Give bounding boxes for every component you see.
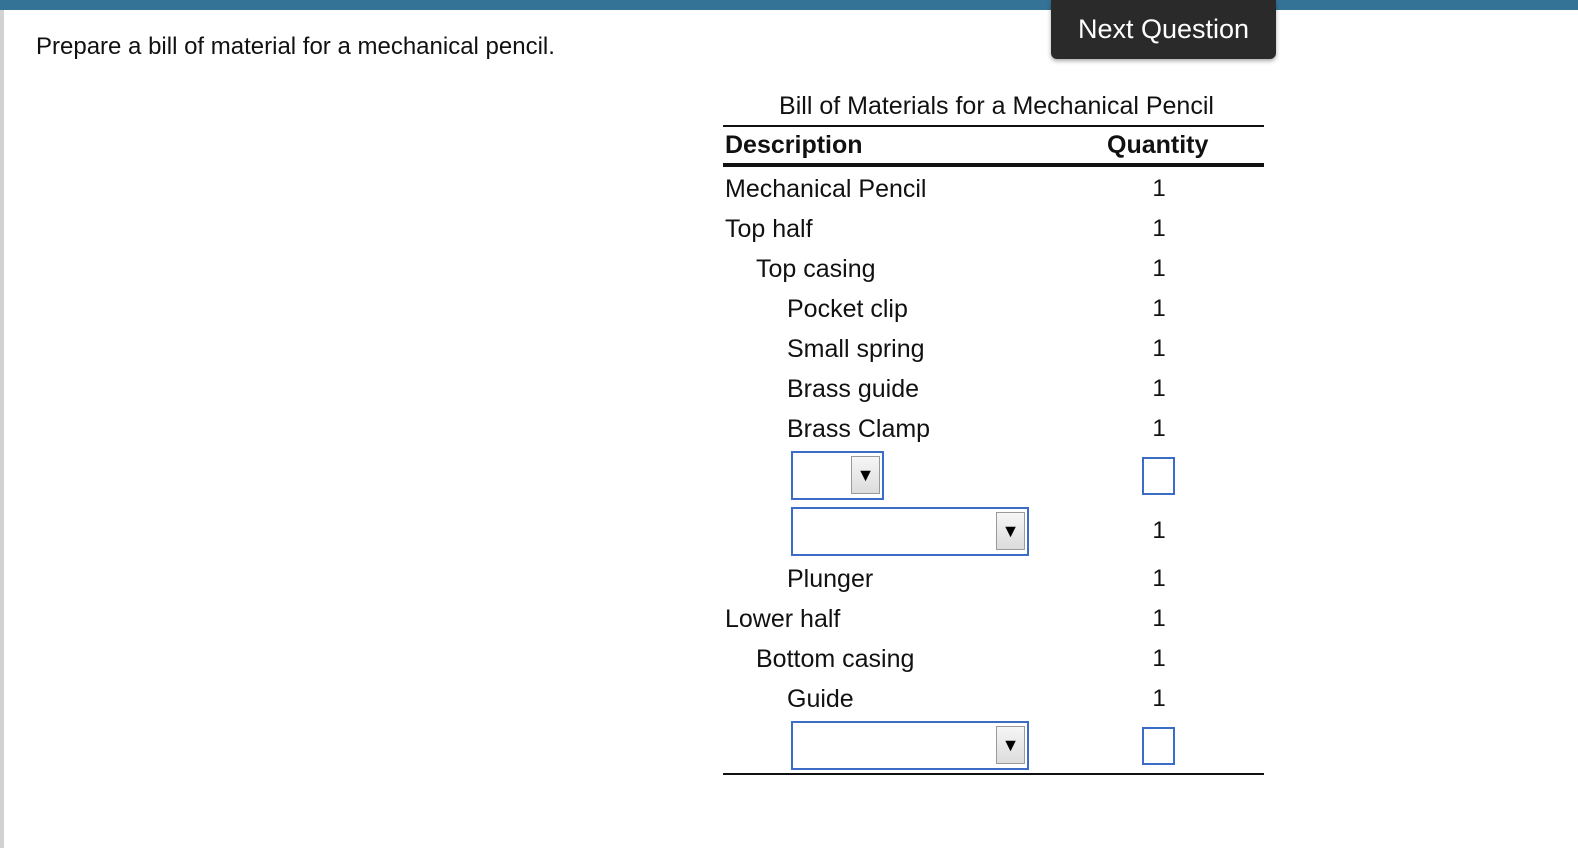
bill-of-materials-table — [723, 88, 1264, 775]
table-title: Bill of Materials for a Mechanical Pencil — [779, 92, 1214, 120]
row-quantity: 1 — [1152, 605, 1166, 632]
row-quantity: 1 — [1152, 415, 1166, 442]
table-row-answer-2 — [723, 507, 1264, 559]
row-description: Plunger — [787, 565, 874, 593]
row-description: Bottom casing — [756, 645, 915, 673]
row-description: Mechanical Pencil — [725, 175, 927, 203]
description-select-1[interactable] — [791, 451, 884, 500]
row-description: Lower half — [725, 605, 841, 633]
row-quantity: 1 — [1152, 685, 1166, 712]
quantity-input-3[interactable] — [1142, 727, 1175, 765]
row-quantity: 1 — [1152, 255, 1166, 282]
row-description: Guide — [787, 685, 854, 713]
row-quantity: 1 — [1152, 215, 1166, 242]
dropdown-triangle-icon[interactable]: ▼ — [996, 726, 1025, 764]
row-quantity: 1 — [1152, 295, 1166, 322]
quantity-input-1[interactable] — [1142, 457, 1175, 495]
row-description: Top casing — [756, 255, 876, 283]
table-body — [723, 167, 1264, 775]
table-row-answer-1 — [723, 451, 1264, 503]
row-description: Small spring — [787, 335, 925, 363]
row-quantity: 1 — [1152, 175, 1166, 202]
row-quantity: 1 — [1152, 565, 1166, 592]
description-select-2[interactable] — [791, 507, 1029, 556]
row-quantity: 1 — [1152, 645, 1166, 672]
left-border — [0, 10, 4, 848]
row-description: Brass guide — [787, 375, 920, 403]
next-question-button[interactable]: Next Question — [1051, 0, 1276, 59]
row-quantity: 1 — [1152, 517, 1166, 544]
dropdown-triangle-icon[interactable]: ▼ — [996, 512, 1025, 550]
quantity-column-header: Quantity — [1107, 131, 1209, 159]
table-row-answer-3 — [723, 721, 1264, 771]
row-description: Pocket clip — [787, 295, 908, 323]
question-prompt: Prepare a bill of material for a mechanical pencil. — [36, 33, 555, 60]
row-quantity: 1 — [1152, 335, 1166, 362]
row-quantity: 1 — [1152, 375, 1166, 402]
description-column-header: Description — [725, 131, 863, 159]
description-select-3[interactable] — [791, 721, 1029, 770]
top-accent-bar — [0, 0, 1578, 10]
dropdown-triangle-icon[interactable]: ▼ — [851, 456, 880, 494]
row-description: Top half — [725, 215, 813, 243]
table-header-row — [723, 125, 1264, 167]
row-description: Brass Clamp — [787, 415, 931, 443]
